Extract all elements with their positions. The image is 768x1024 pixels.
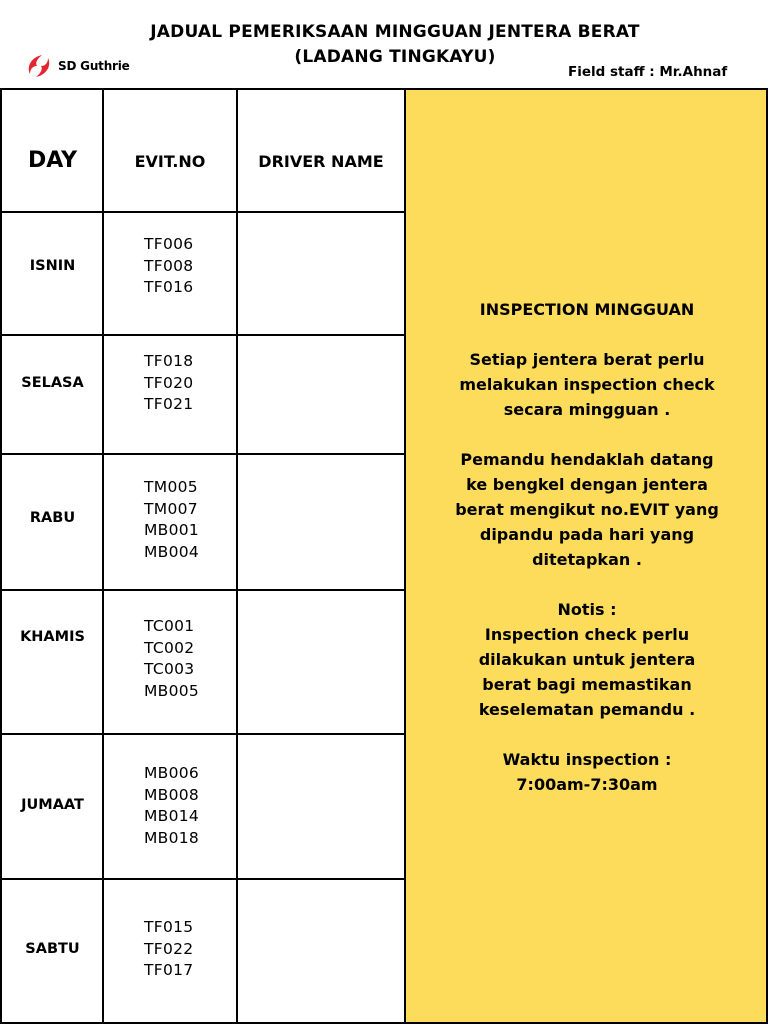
evit-no: TC001 bbox=[144, 617, 195, 635]
para1-line: secara mingguan . bbox=[503, 400, 671, 419]
evit-no: TF016 bbox=[144, 278, 194, 296]
field-staff: Field staff : Mr.Ahnaf bbox=[568, 64, 728, 80]
notis-line: keselematan pemandu . bbox=[478, 700, 696, 719]
para2-line: ke bengkel dengan jentera bbox=[466, 475, 708, 494]
evit-list bbox=[144, 763, 199, 849]
logo bbox=[24, 50, 130, 82]
row-divider bbox=[0, 334, 406, 336]
evit-no: TF020 bbox=[144, 373, 194, 392]
para1-line: melakukan inspection check bbox=[459, 375, 715, 394]
evit-no: MB005 bbox=[144, 681, 200, 700]
evit-no: TM005 bbox=[144, 478, 198, 496]
evit-no: TF018 bbox=[144, 352, 194, 370]
table-divider bbox=[236, 88, 238, 1024]
evit-no: TM007 bbox=[144, 499, 198, 518]
para1-line: Setiap jentera berat perlu bbox=[469, 350, 705, 369]
evit-no: MB001 bbox=[144, 521, 200, 539]
evit-list bbox=[144, 351, 193, 416]
para2-line: dipandu pada hari yang bbox=[479, 525, 695, 544]
day-jumaat: JUMAAT bbox=[21, 797, 84, 813]
panel-heading: INSPECTION MINGGUAN bbox=[479, 300, 695, 319]
table-divider bbox=[102, 88, 104, 1024]
evit-no: TC003 bbox=[144, 660, 195, 678]
title-line-1: JADUAL PEMERIKSAAN MINGGUAN JENTERA BERAT bbox=[150, 22, 640, 42]
evit-no: TF021 bbox=[144, 395, 194, 413]
evit-no: MB018 bbox=[144, 828, 200, 847]
evit-no: MB014 bbox=[144, 807, 200, 825]
header-driver-name: DRIVER NAME bbox=[258, 152, 384, 171]
notis-line: berat bagi memastikan bbox=[482, 675, 692, 694]
row-divider bbox=[0, 211, 406, 213]
evit-no: TF017 bbox=[144, 961, 194, 979]
row-divider bbox=[0, 589, 406, 591]
day-khamis: KHAMIS bbox=[20, 629, 85, 645]
notis-label: Notis : bbox=[557, 600, 617, 619]
notis-line: dilakukan untuk jentera bbox=[478, 650, 696, 669]
day-rabu: RABU bbox=[29, 510, 76, 526]
notis-line: Inspection check perlu bbox=[484, 625, 690, 644]
logo-text: SD Guthrie bbox=[58, 59, 130, 73]
schedule-table bbox=[0, 88, 768, 1024]
sd-guthrie-logo-icon bbox=[24, 51, 54, 81]
row-divider bbox=[0, 733, 406, 735]
row-divider bbox=[0, 878, 406, 880]
day-sabtu: SABTU bbox=[25, 941, 80, 957]
row-divider bbox=[0, 453, 406, 455]
title-line-2: (LADANG TINGKAYU) bbox=[294, 47, 496, 67]
evit-no: TF008 bbox=[144, 256, 194, 275]
evit-list bbox=[144, 477, 199, 563]
header-day: DAY bbox=[27, 148, 78, 173]
table-border bbox=[0, 88, 2, 1024]
page-title bbox=[100, 20, 690, 70]
para2-line: berat mengikut no.EVIT yang bbox=[455, 500, 719, 519]
evit-list bbox=[144, 234, 193, 299]
evit-list bbox=[144, 917, 193, 982]
evit-no: TF015 bbox=[144, 918, 194, 936]
table-divider bbox=[404, 88, 406, 1024]
evit-no: MB008 bbox=[144, 785, 200, 804]
para2-line: ditetapkan . bbox=[532, 550, 642, 569]
day-isnin: ISNIN bbox=[29, 258, 76, 274]
evit-list bbox=[144, 616, 199, 702]
evit-no: TC002 bbox=[144, 638, 195, 657]
waktu-value: 7:00am-7:30am bbox=[516, 775, 658, 794]
para2-line: Pemandu hendaklah datang bbox=[460, 450, 714, 469]
waktu-label: Waktu inspection : bbox=[502, 750, 672, 769]
evit-no: MB004 bbox=[144, 542, 200, 561]
evit-no: MB006 bbox=[144, 764, 200, 782]
day-selasa: SELASA bbox=[21, 375, 84, 391]
table-border bbox=[0, 88, 768, 90]
evit-no: TF022 bbox=[144, 939, 194, 958]
header-evit: EVIT.NO bbox=[134, 152, 206, 171]
evit-no: TF006 bbox=[144, 235, 194, 253]
